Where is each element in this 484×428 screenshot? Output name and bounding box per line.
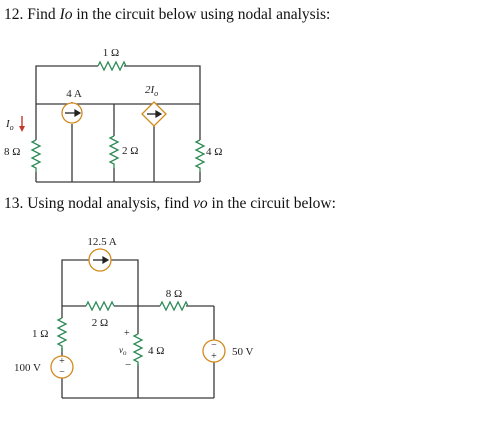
circuit-12-resistor-8ohm <box>32 140 40 172</box>
circuit-12-label-8ohm: 8 Ω <box>4 146 21 158</box>
circuit-13-label-vo-sub: o <box>123 349 127 357</box>
circuit-13-label-vo-main: v <box>119 345 123 355</box>
problem-13-number: 13. <box>4 195 24 212</box>
circuit-13-label-4ohm: 4 Ω <box>148 345 165 357</box>
circuit-13-vo-minus: − <box>125 359 132 371</box>
circuit-13-100v-plus: + <box>59 356 65 367</box>
problem-13-text-before: Using nodal analysis, find <box>27 195 193 212</box>
circuit-13-resistor-4ohm <box>134 334 142 366</box>
circuit-12-label-dep-main: 2I <box>145 84 155 96</box>
circuit-13-resistor-8ohm <box>160 302 188 310</box>
circuit-12-label-io-main: I <box>6 118 10 130</box>
problem-12-number: 12. <box>4 6 24 23</box>
circuit-12-label-4ohm: 4 Ω <box>206 146 223 158</box>
circuit-13-wires <box>62 260 214 398</box>
problem-12-variable: Io <box>59 6 73 23</box>
circuit-13-resistor-2ohm <box>86 302 114 310</box>
circuit-12-label-4a: 4 A <box>66 88 82 100</box>
circuit-13-50v-minus: − <box>211 340 217 351</box>
circuit-12-resistor-1ohm <box>98 62 126 70</box>
circuit-12-label-io <box>5 118 14 132</box>
circuit-12-io-arrow-head <box>19 126 25 132</box>
circuit-13-label-50v: 50 V <box>232 346 254 358</box>
circuit-13-label-8ohm: 8 Ω <box>165 288 183 300</box>
circuit-13-resistor-1ohm <box>58 318 66 352</box>
circuit-12-resistor-4ohm <box>196 140 204 172</box>
problem-13-text-after: in the circuit below: <box>207 195 336 212</box>
circuit-13-label-2ohm: 2 Ω <box>91 317 109 329</box>
circuit-13-vo-plus: + <box>124 328 130 339</box>
circuit-12-label-io-sub: o <box>9 123 14 132</box>
circuit-12-wires <box>36 66 200 182</box>
circuit-13-100v-minus: − <box>59 367 65 378</box>
circuit-12 <box>4 47 222 182</box>
circuit-13-label-1ohm: 1 Ω <box>32 328 49 340</box>
circuit-13-label-12-5a: 12.5 A <box>87 236 117 248</box>
circuit-12-label-dep <box>145 84 158 98</box>
circuit-12-label-2ohm: 2 Ω <box>122 145 139 157</box>
problem-13-variable: vo <box>193 195 208 212</box>
circuit-12-resistor-2ohm <box>110 136 118 168</box>
circuit-12-label-dep-sub: o <box>154 89 159 98</box>
circuit-13-50v-plus: + <box>211 351 217 362</box>
circuit-12-label-1ohm: 1 Ω <box>102 47 120 59</box>
circuit-13-label-100v: 100 V <box>14 362 41 374</box>
circuit-13 <box>14 236 254 398</box>
problem-12-text-before: Find <box>27 6 60 23</box>
circuit-13-label-vo <box>119 345 127 357</box>
problem-12-text-after: in the circuit below using nodal analysis: <box>72 6 331 23</box>
